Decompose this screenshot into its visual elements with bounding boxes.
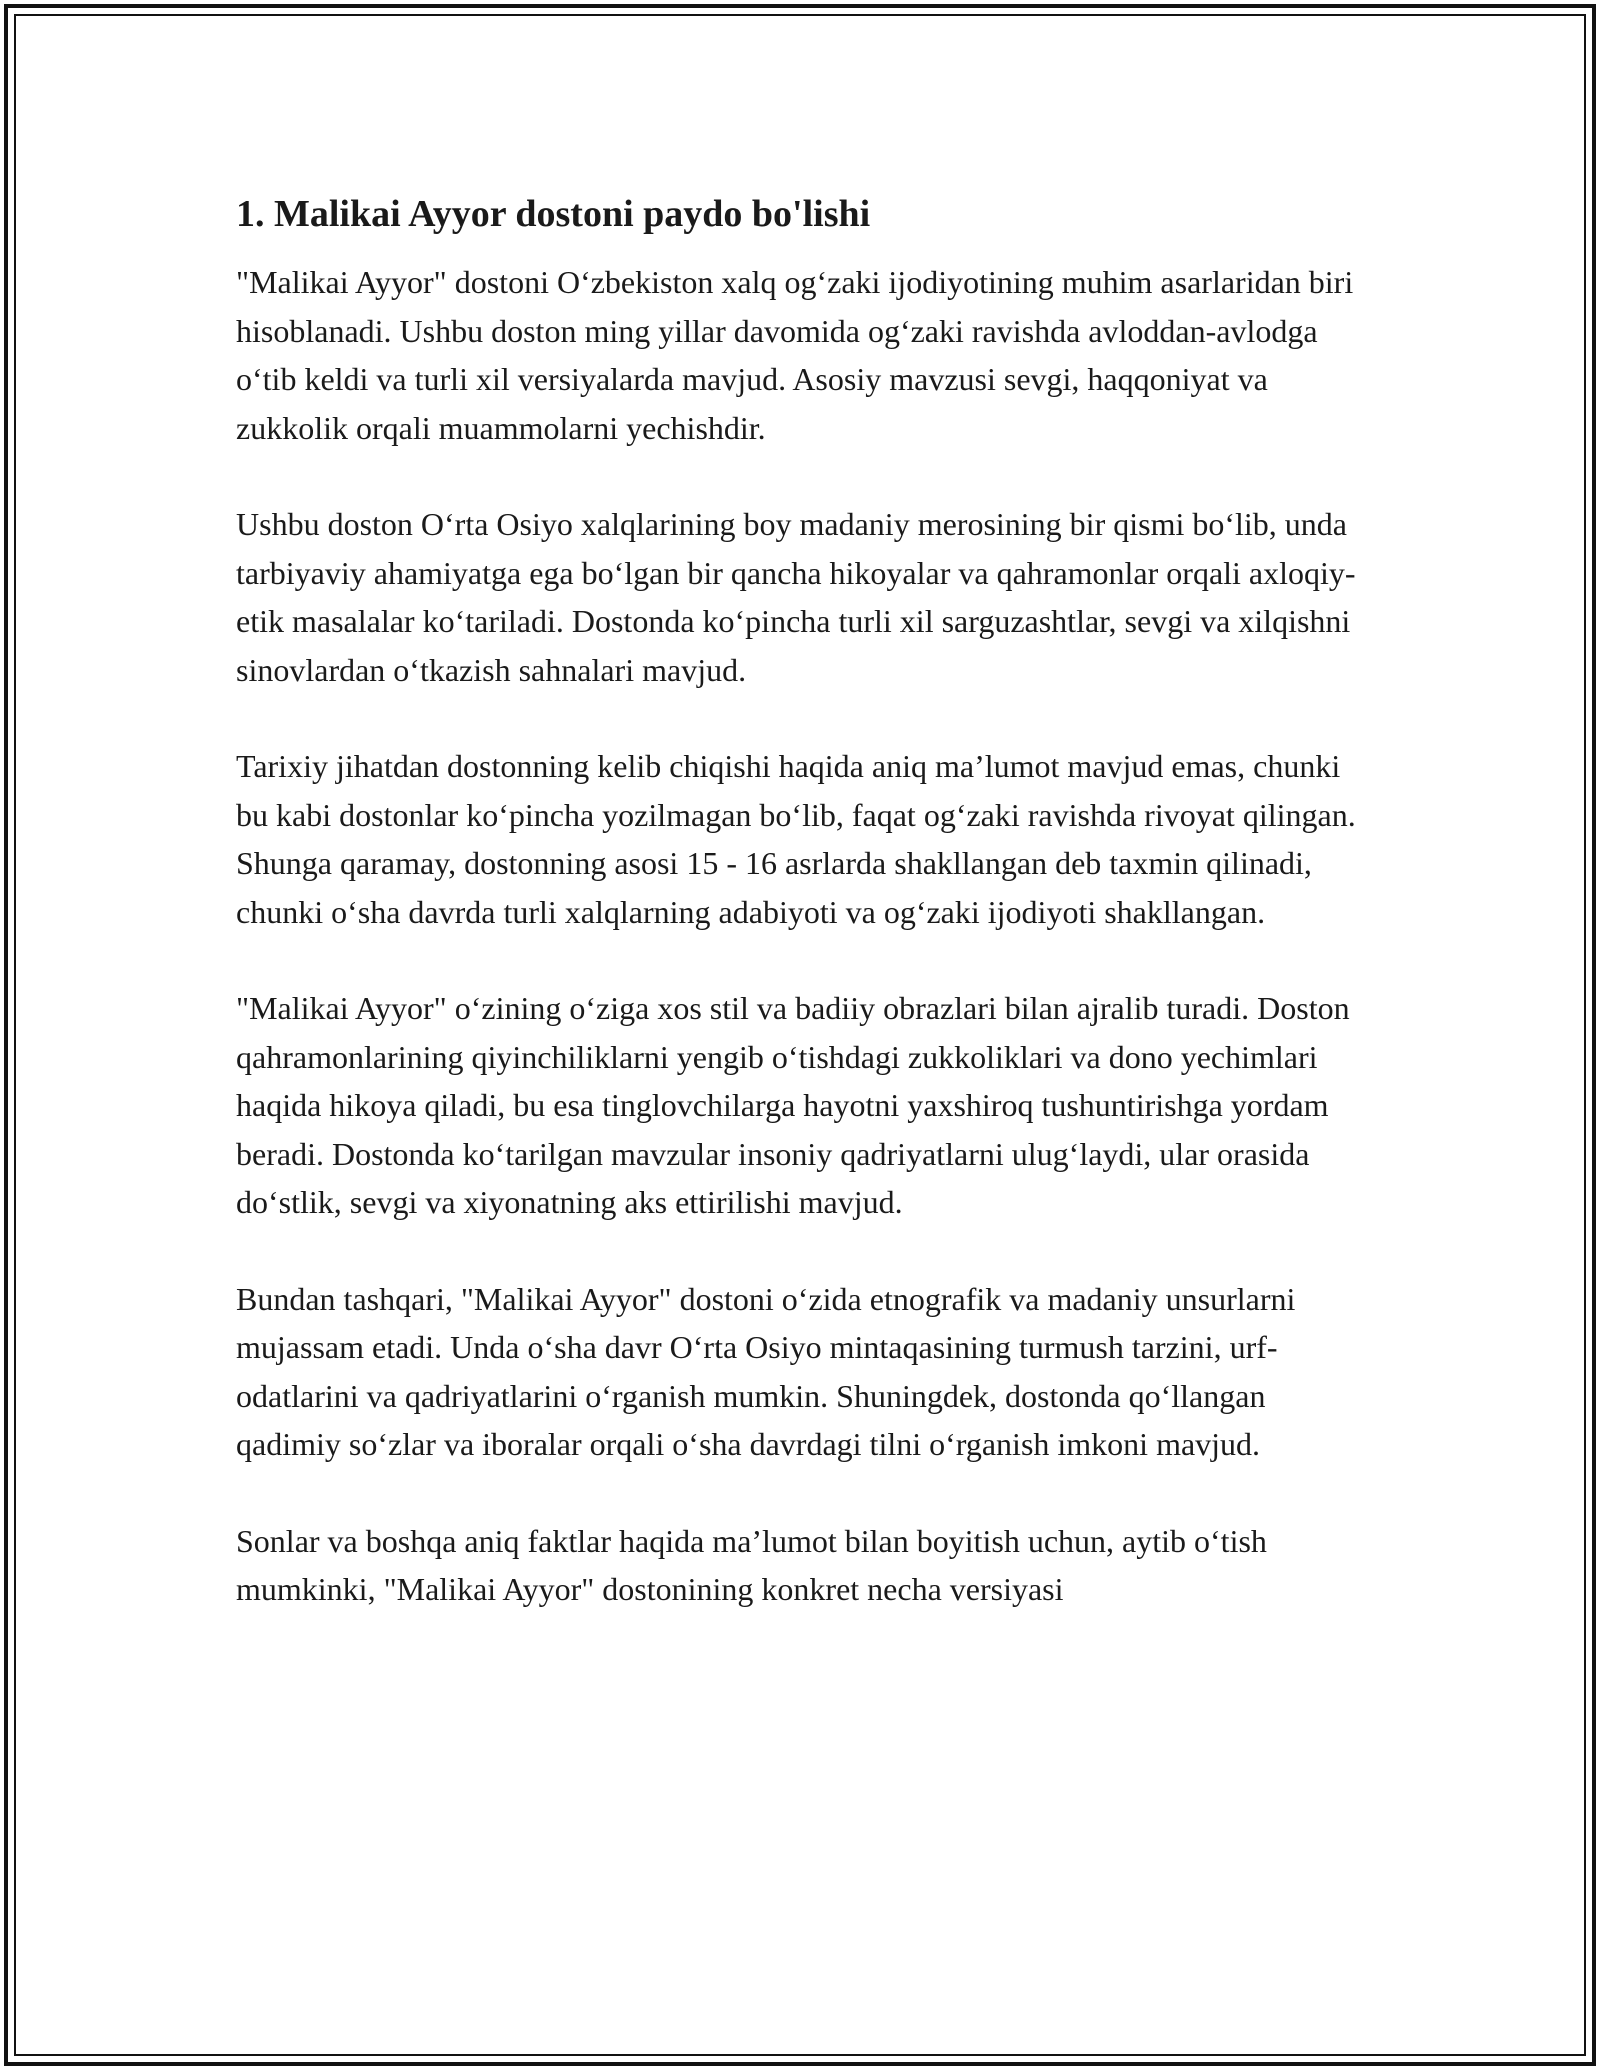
paragraph-2: Ushbu doston O‘rta Osiyo xalqlarining boy madaniy merosining bir qismi bo‘lib, unda tarbiyaviy ahamiyatga ega bo‘lgan bir qancha hikoyalar va qahramonlar orqali axloqiy-etik masalalar ko‘tariladi. Dostonda ko‘pincha turli xil sarguzashtlar, sevgi va xilqishni sinovlardan o‘tkazish sahnalari mavjud. [236,506,1356,688]
paragraph-4: "Malikai Ayyor" o‘zining o‘ziga xos stil va badiiy obrazlari bilan ajralib turadi. Doston qahramonlarining qiyinchiliklarni yengib o‘tishdagi zukkoliklari va dono yechimlari haqida hikoya qiladi, bu esa tinglovchilarga hayotni yaxshiroq tushuntirishga yordam beradi. Dostonda ko‘tarilgan mavzular insoniy qadriyatlarni ulug‘laydi, ular orasida do‘stlik, sevgi va xiyonatning aks ettirilishi mavjud. [236,990,1350,1220]
document-body [236,188,1376,1662]
paragraph-6: Sonlar va boshqa aniq faktlar haqida ma’lumot bilan boyitish uchun, aytib o‘tish mumkinki, "Malikai Ayyor" dostonining konkret necha versiyasi [236,1522,1267,1607]
paragraph-1: "Malikai Ayyor" dostoni O‘zbekiston xalq og‘zaki ijodiyotining muhim asarlaridan biri hisoblanadi. Ushbu doston ming yillar davomida og‘zaki ravishda avloddan-avlodga o‘tib keldi va turli xil versiyalarda mavjud. Asosiy mavzusi sevgi, haqqoniyat va zukkolik orqali muammolarni yechishdir. [236,264,1354,446]
paragraph-5: Bundan tashqari, "Malikai Ayyor" dostoni o‘zida etnografik va madaniy unsurlarni mujassam etadi. Unda o‘sha davr O‘rta Osiyo mintaqasining turmush tarzini, urf-odatlarini va qadriyatlarini o‘rganish mumkin. Shuningdek, dostonda qo‘llangan qadimiy so‘zlar va iboralar orqali o‘sha davrdagi tilni o‘rganish imkoni mavjud. [236,1280,1296,1462]
paragraph-3: Tarixiy jihatdan dostonning kelib chiqishi haqida aniq ma’lumot mavjud emas, chunki bu kabi dostonlar ko‘pincha yozilmagan bo‘lib, faqat og‘zaki ravishda rivoyat qilingan. Shunga qaramay, dostonning asosi 15 - 16 asrlarda shakllangan deb taxmin qilinadi, chunki o‘sha davrda turli xalqlarning adabiyoti va og‘zaki ijodiyoti shakllangan. [236,748,1356,930]
section-heading: 1. Malikai Ayyor dostoni paydo bo'lishi [236,193,871,235]
